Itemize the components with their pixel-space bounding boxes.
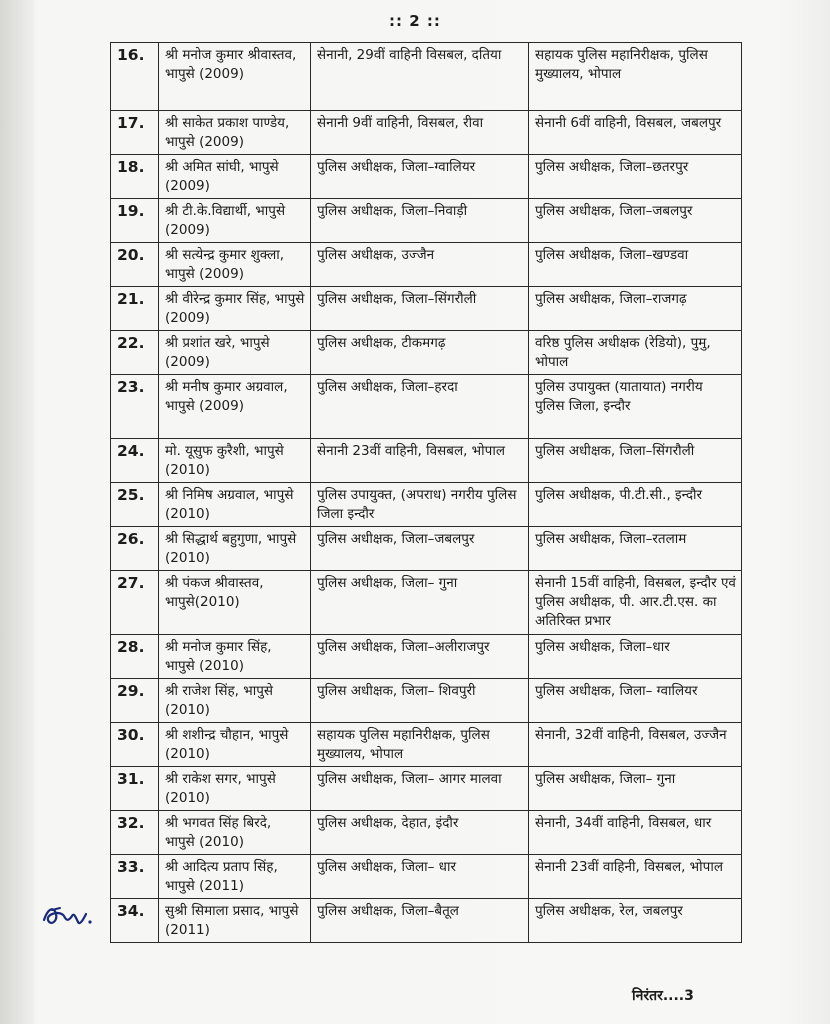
- table-row: [111, 811, 742, 855]
- serial-number-cell: 21.: [111, 287, 159, 331]
- new-posting-cell: सेनानी, 32वीं वाहिनी, विसबल, उज्जैन: [529, 723, 742, 767]
- officer-name-cell: श्री मनोज कुमार श्रीवास्तव, भापुसे (2009): [159, 43, 311, 111]
- current-posting-cell: सेनानी, 29वीं वाहिनी विसबल, दतिया: [311, 43, 529, 111]
- new-posting-cell: पुलिस अधीक्षक, जिला–जबलपुर: [529, 199, 742, 243]
- officer-name-cell: श्री वीरेन्द्र कुमार सिंह, भापुसे (2009): [159, 287, 311, 331]
- new-posting-cell: पुलिस अधीक्षक, जिला–खण्डवा: [529, 243, 742, 287]
- new-posting-cell: पुलिस अधीक्षक, पी.टी.सी., इन्दौर: [529, 483, 742, 527]
- serial-number-cell: 22.: [111, 331, 159, 375]
- current-posting-cell: पुलिस अधीक्षक, जिला–सिंगरौली: [311, 287, 529, 331]
- new-posting-cell: सेनानी 23वीं वाहिनी, विसबल, भोपाल: [529, 855, 742, 899]
- serial-number-cell: 28.: [111, 635, 159, 679]
- current-posting-cell: पुलिस अधीक्षक, देहात, इंदौर: [311, 811, 529, 855]
- table-row: [111, 571, 742, 635]
- table-body: [111, 43, 742, 943]
- officer-name-cell: श्री भगवत सिंह बिरदे, भापुसे (2010): [159, 811, 311, 855]
- serial-number-cell: 29.: [111, 679, 159, 723]
- officer-name-cell: मो. यूसुफ कुरैशी, भापुसे (2010): [159, 439, 311, 483]
- new-posting-cell: पुलिस अधीक्षक, जिला–सिंगरौली: [529, 439, 742, 483]
- table-row: [111, 483, 742, 527]
- new-posting-cell: पुलिस अधीक्षक, जिला– ग्वालियर: [529, 679, 742, 723]
- serial-number-cell: 23.: [111, 375, 159, 439]
- transfer-list-table: [110, 42, 742, 943]
- table-row: [111, 43, 742, 111]
- officer-name-cell: श्री सत्येन्द्र कुमार शुक्ला, भापुसे (2009): [159, 243, 311, 287]
- officer-name-cell: सुश्री सिमाला प्रसाद, भापुसे (2011): [159, 899, 311, 943]
- table-row: [111, 439, 742, 483]
- new-posting-cell: पुलिस अधीक्षक, जिला– गुना: [529, 767, 742, 811]
- officer-name-cell: श्री राजेश सिंह, भापुसे (2010): [159, 679, 311, 723]
- table-row: [111, 331, 742, 375]
- serial-number-cell: 26.: [111, 527, 159, 571]
- serial-number-cell: 25.: [111, 483, 159, 527]
- handwritten-initials-signature: [38, 898, 98, 934]
- serial-number-cell: 17.: [111, 111, 159, 155]
- new-posting-cell: पुलिस अधीक्षक, जिला–धार: [529, 635, 742, 679]
- officer-name-cell: श्री सिद्धार्थ बहुगुणा, भापुसे (2010): [159, 527, 311, 571]
- new-posting-cell: वरिष्ठ पुलिस अधीक्षक (रेडियो), पुमु, भोपाल: [529, 331, 742, 375]
- serial-number-cell: 27.: [111, 571, 159, 635]
- current-posting-cell: पुलिस अधीक्षक, जिला–बैतूल: [311, 899, 529, 943]
- current-posting-cell: पुलिस अधीक्षक, जिला– गुना: [311, 571, 529, 635]
- current-posting-cell: पुलिस अधीक्षक, जिला– आगर मालवा: [311, 767, 529, 811]
- officer-name-cell: श्री अमित सांघी, भापुसे (2009): [159, 155, 311, 199]
- serial-number-cell: 24.: [111, 439, 159, 483]
- table-row: [111, 723, 742, 767]
- current-posting-cell: पुलिस अधीक्षक, जिला–अलीराजपुर: [311, 635, 529, 679]
- current-posting-cell: पुलिस अधीक्षक, उज्जैन: [311, 243, 529, 287]
- new-posting-cell: पुलिस उपायुक्त (यातायात) नगरीय पुलिस जिला, इन्दौर: [529, 375, 742, 439]
- officer-name-cell: श्री शशीन्द्र चौहान, भापुसे (2010): [159, 723, 311, 767]
- new-posting-cell: पुलिस अधीक्षक, जिला–राजगढ़: [529, 287, 742, 331]
- current-posting-cell: पुलिस अधीक्षक, जिला–हरदा: [311, 375, 529, 439]
- serial-number-cell: 30.: [111, 723, 159, 767]
- new-posting-cell: सेनानी, 34वीं वाहिनी, विसबल, धार: [529, 811, 742, 855]
- table-row: [111, 855, 742, 899]
- serial-number-cell: 34.: [111, 899, 159, 943]
- officer-name-cell: श्री राकेश सगर, भापुसे (2010): [159, 767, 311, 811]
- table-row: [111, 243, 742, 287]
- officer-name-cell: श्री टी.के.विद्यार्थी, भापुसे (2009): [159, 199, 311, 243]
- current-posting-cell: पुलिस अधीक्षक, जिला–जबलपुर: [311, 527, 529, 571]
- current-posting-cell: पुलिस अधीक्षक, जिला–निवाड़ी: [311, 199, 529, 243]
- serial-number-cell: 32.: [111, 811, 159, 855]
- current-posting-cell: पुलिस अधीक्षक, जिला–ग्वालियर: [311, 155, 529, 199]
- new-posting-cell: पुलिस अधीक्षक, जिला–रतलाम: [529, 527, 742, 571]
- current-posting-cell: सहायक पुलिस महानिरीक्षक, पुलिस मुख्यालय, भोपाल: [311, 723, 529, 767]
- table-row: [111, 527, 742, 571]
- serial-number-cell: 18.: [111, 155, 159, 199]
- current-posting-cell: पुलिस अधीक्षक, टीकमगढ़: [311, 331, 529, 375]
- officer-name-cell: श्री साकेत प्रकाश पाण्डेय, भापुसे (2009): [159, 111, 311, 155]
- continued-footer: निरंतर....3: [632, 988, 694, 1004]
- serial-number-cell: 31.: [111, 767, 159, 811]
- page-edge-shadow: [0, 0, 34, 1024]
- table-row: [111, 767, 742, 811]
- officer-name-cell: श्री निमिष अग्रवाल, भापुसे (2010): [159, 483, 311, 527]
- table-row: [111, 287, 742, 331]
- table-row: [111, 375, 742, 439]
- new-posting-cell: सहायक पुलिस महानिरीक्षक, पुलिस मुख्यालय, भोपाल: [529, 43, 742, 111]
- officer-name-cell: श्री आदित्य प्रताप सिंह, भापुसे (2011): [159, 855, 311, 899]
- officer-name-cell: श्री मनीष कुमार अग्रवाल, भापुसे (2009): [159, 375, 311, 439]
- serial-number-cell: 19.: [111, 199, 159, 243]
- table-row: [111, 679, 742, 723]
- new-posting-cell: सेनानी 15वीं वाहिनी, विसबल, इन्दौर एवं पुलिस अधीक्षक, पी. आर.टी.एस. का अतिरिक्त प्रभार: [529, 571, 742, 635]
- table-row: [111, 199, 742, 243]
- new-posting-cell: पुलिस अधीक्षक, रेल, जबलपुर: [529, 899, 742, 943]
- table-row: [111, 899, 742, 943]
- serial-number-cell: 33.: [111, 855, 159, 899]
- current-posting-cell: सेनानी 23वीं वाहिनी, विसबल, भोपाल: [311, 439, 529, 483]
- page-number-header: :: 2 ::: [389, 12, 441, 30]
- table-row: [111, 155, 742, 199]
- current-posting-cell: सेनानी 9वीं वाहिनी, विसबल, रीवा: [311, 111, 529, 155]
- current-posting-cell: पुलिस उपायुक्त, (अपराध) नगरीय पुलिस जिला इन्दौर: [311, 483, 529, 527]
- new-posting-cell: पुलिस अधीक्षक, जिला–छतरपुर: [529, 155, 742, 199]
- table-row: [111, 111, 742, 155]
- officer-name-cell: श्री मनोज कुमार सिंह, भापुसे (2010): [159, 635, 311, 679]
- current-posting-cell: पुलिस अधीक्षक, जिला– धार: [311, 855, 529, 899]
- officer-name-cell: श्री पंकज श्रीवास्तव, भापुसे(2010): [159, 571, 311, 635]
- serial-number-cell: 20.: [111, 243, 159, 287]
- current-posting-cell: पुलिस अधीक्षक, जिला– शिवपुरी: [311, 679, 529, 723]
- table-row: [111, 635, 742, 679]
- officer-name-cell: श्री प्रशांत खरे, भापुसे (2009): [159, 331, 311, 375]
- serial-number-cell: 16.: [111, 43, 159, 111]
- new-posting-cell: सेनानी 6वीं वाहिनी, विसबल, जबलपुर: [529, 111, 742, 155]
